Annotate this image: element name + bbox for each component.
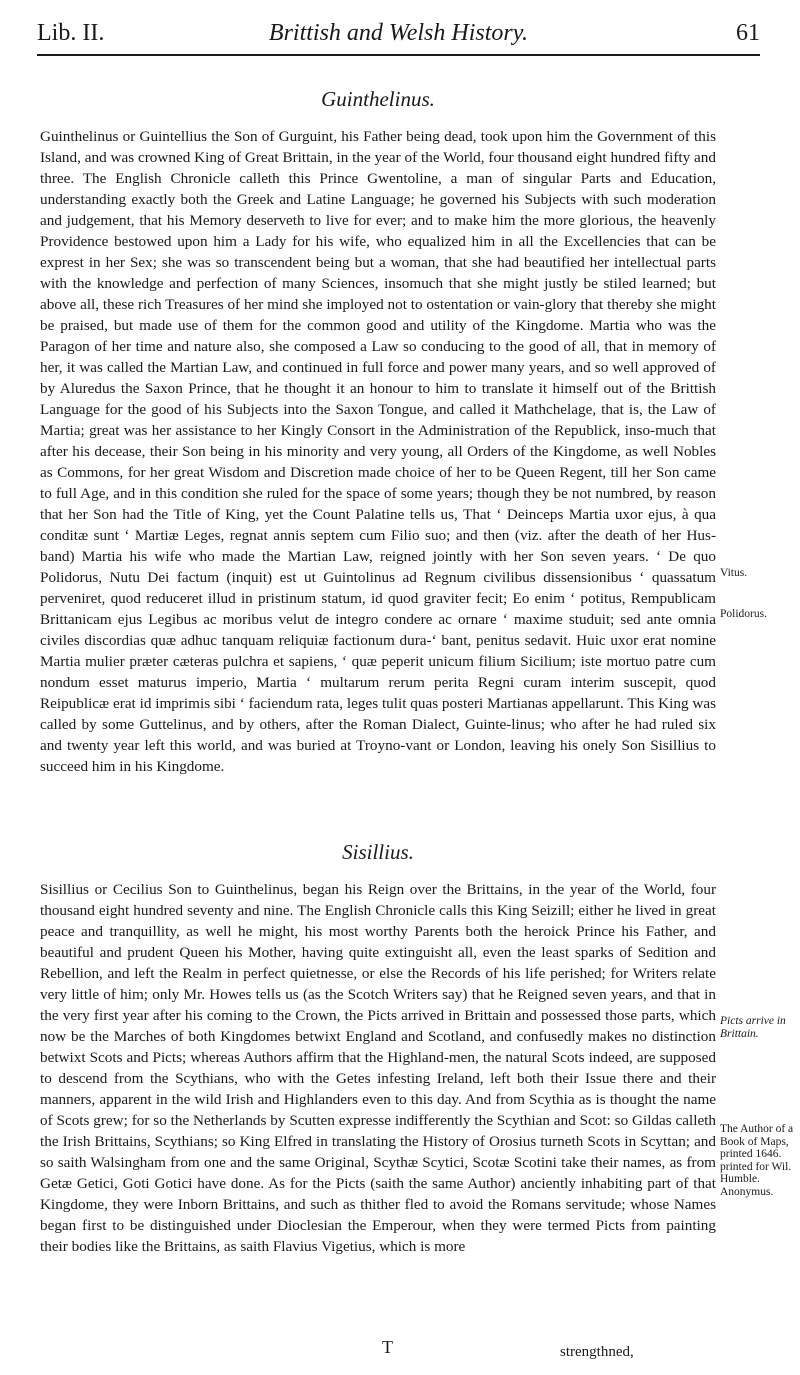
running-title: Brittish and Welsh History. [268,20,529,46]
book-number: Lib. II. [37,20,105,46]
section-text-sisillius [40,879,716,1257]
section-text-guinthelinus [40,126,716,777]
margin-note-author: The Author of a Book of Maps, printed 1646. printed for Wil. Humble. Anonymus. [720,1123,794,1198]
page-number: 61 [736,20,760,46]
catchword: strengthned, [560,1344,634,1360]
section-title-sisillius: Sisillius. [342,840,414,864]
margin-note-picts-arrive: Picts arrive in Brittain. [720,1015,786,1040]
running-header [37,14,760,56]
page-body [40,78,716,1257]
margin-note-vitus: Vitus. [720,567,748,579]
signature-mark: T [382,1337,393,1357]
section-title-guinthelinus: Guinthelinus. [321,87,435,111]
paragraph-guinthelinus: Guinthelinus or Guintellius the Son of Gurguint, his Father being dead, took upon him the Government of this Island, and was crowned King of Great Brittain, in the year of the World, four thousand eight hundred fifty and three. The English Chronicle calleth this Prince Gwentoline, a man of singular Parts and Education, understanding exactly both the Greek and Latine Language; he governed his Subjects with such moderation and judgement, that his Memory deserveth to live for ever; and to make him the more glorious, the heavenly Providence bestowed upon him a Lady for his wife, who equalized him in all the Excellencies that can be exprest in her Sex; she was so transcendent being but a woman, that she had beautified her intellectual parts with the knowledge and perfection of many Sciences, insomuch that she might justly be stiled learned; but above all, these rich Treasures of her mind she imployed not to ostentation or vain-glory that thereby she might be praised, but made use of them for the common good and utility of the Kingdome. Martia who was the Paragon of her time and nature also, she composed a Law so conducing to the good of all, that in memory of her, it was called the Martian Law, and continued in full force and power many years, and so well approved of by Aluredus the Saxon Prince, that he thought it an honour to him to translate it himself out of the Brittish Language for the good of his Subjects into the Saxon Tongue, and called it Mathchelage, that is, the Law of Martia; great was her assistance to her Kingly Consort in the Administration of the Republick, inso-much that after his decease, their Son being in his minority and very young, all Orders of the Kingdome, as well Nobles as Commons, for her great Wisdom and Discretion made choice of her to be Queen Regent, till her Son came to full Age, and in this condition she ruled for the space of some years; though they be not numbred, by reason that her Son had the Title of King, yet the Count Palatine tells us, That ‘ Deinceps Martia uxor ejus, à qua conditæ sunt ‘ Martiæ Leges, regnat annis septem cum Filio suo; and then (viz. after the death of her Hus-band) Martia his wife who made the Martian Law, reigned jointly with her Son seven years. ‘ De quo Polidorus, Nutu Dei factum (inquit) est ut Guintolinus ad Regnum civilibus dissensionibus ‘ quassatum perveniret, quod reduceret illud in pristinum statum, id quod graviter fecit; Eo enim ‘ potitus, Rempublicam Brittanicam ejus Legibus ac moribus velut de integro condere ac ornare ‘ maxime studuit; sed ante omnia civiles discordias quæ adhuc tanquam reliquiæ factionum dura-‘ bant, penitus sedavit. Huic uxor erat nomine Martia mulier præter cæteras pulchra et sapiens, ‘ quæ peperit unicum filium Sicilium; iste mortuo patre cum nondum esset maturus imperio, Martia ‘ multarum rerum perita Regni curam interim suscepit, quod Reipublicæ erat id imprimis sibi ‘ faciendum rata, leges tulit quas posteri Martianas appellarunt. This King was called by some Guttelinus, and by others, after the Roman Dialect, Guinte-linus; who after he had ruled six and twenty year left this world, and was buried at Troyno-vant or London, leaving his onely Son Sisillius to succeed him in his Kingdome. [40,128,716,775]
paragraph-sisillius: Sisillius or Cecilius Son to Guinthelinus, began his Reign over the Brittains, in the year of the World, four thousand eight hundred seventy and nine. The English Chronicle calls this King Seizill; either he lived in great peace and tranquillity, as well he might, his most worthy Parents both the heroick Prince his Father, and beautiful and prudent Queen his Mother, having quite extinguisht all, even the least sparks of Sedition and Rebellion, and left the Realm in perfect quietnesse, or else the Records of his life perished; for Writers relate very little of him; only Mr. Howes tells us (as the Scotch Writers say) that he Reigned seven years, and that in the very first year after his coming to the Crown, the Picts arrived in Brittain and possessed those parts, which now be the Marches of both Kingdomes betwixt England and Scotland, and confusedly makes no distinction betwixt Scots and Picts; whereas Authors affirm that the Highland-men, the natural Scots indeed, are supposed to descend from the Scythians, who with the Getes infesting Ireland, left both their Issue there and their manners, apparent in the wild Irish and Highlanders even to this day. And from Scythia as is thought the name of Scots grew; for so the Netherlands by Scutten expresse indifferently the Scythian and Scot: so Gildas calleth the Irish Brittains, Scythians; so King Elfred in translating the History of Orosius turneth Scots in Scyttan; and so saith Walsingham from one and the same Original, Scythæ Scytici, Scotæ Scotini take their names, as from Getæ Getici, Goti Gotici have done. As for the Picts (saith the same Author) anciently inhabiting part of that Kingdome, they were Inborn Brittains, and such as thither fled to avoid the Romans servitude; whose Names began first to be distinguished under Dioclesian the Emperour, when they were termed Picts from painting their bodies like the Brittains, as saith Flavius Vigetius, which is more [40,881,716,1255]
margin-note-polidorus: Polidorus. [720,608,767,620]
